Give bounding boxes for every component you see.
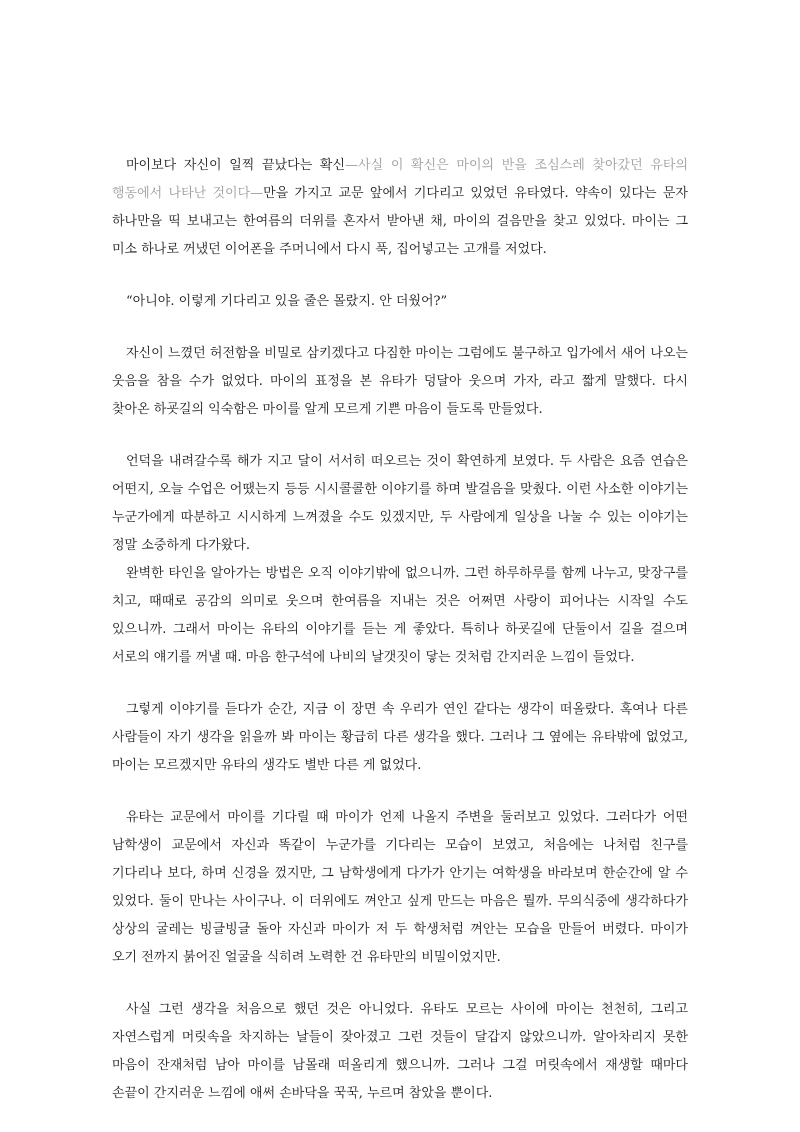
paragraph-1-rest: 만을 가지고 교문 앞에서 기다리고 있었던 유타였다. 약속이 있다는 문자 하나만을 띡 보내고는 한여름의 더위를 혼자서 받아낸 채, 마이의 걸음만을 찾고 있었다. 마이는 그 미소 하나로 꺼냈던 이어폰을 주머니에서 다시 푹, 집어넣고는 고개를 저었다. xyxy=(112,186,688,257)
paragraph-spacer xyxy=(112,316,688,340)
document-page xyxy=(112,152,688,1108)
paragraph-3: 자신이 느꼈던 허전함을 비밀로 삼키겠다고 다짐한 마이는 그럼에도 불구하고 입가에서 새어 나오는 웃음을 참을 수가 없었다. 마이의 표정을 본 유타가 덩달아 웃으며 가자, 라고 짧게 말했다. 다시 찾아온 하굣길의 익숙함은 마이를 알게 모르게 기쁜 마음이 들도록 만들었다. xyxy=(112,346,688,417)
paragraph-1-aside: —사실 이 확신은 마이의 반을 조심스레 찾아갔던 유타의 행동에서 나타난 것이다— xyxy=(112,158,688,201)
paragraph-spacer xyxy=(112,672,688,696)
paragraph-8: 사실 그런 생각을 처음으로 했던 것은 아니었다. 유타도 모르는 사이에 마이는 천천히, 그리고 자연스럽게 머릿속을 차지하는 날들이 잦아졌고 그런 것들이 달갑지 않았으니까. 알아차리지 못한 마음이 잔재처럼 남아 마이를 남몰래 떠올리게 했으니까. 그러나 그걸 머릿속에서 재생할 때마다 손끝이 간지러운 느낌에 애써 손바닥을 꾹꾹, 누르며 참았을 뿐이다. xyxy=(112,1002,688,1101)
paragraph-6: 그렇게 이야기를 듣다가 순간, 지금 이 장면 속 우리가 연인 같다는 생각이 떠올랐다. 혹여나 다른 사람들이 자기 생각을 읽을까 봐 마이는 황급히 다른 생각을 했다. 그러나 그 옆에는 유타밖에 없었고, 마이는 모르겠지만 유타의 생각도 별반 다른 게 없었다. xyxy=(112,702,688,773)
paragraph-spacer xyxy=(112,780,688,804)
paragraph-spacer xyxy=(112,264,688,288)
paragraph-5: 완벽한 타인을 알아가는 방법은 오직 이야기밖에 없으니까. 그런 하루하루를 함께 나누고, 맞장구를 치고, 때때로 공감의 의미로 웃으며 한여름을 지내는 것은 어쩌면 사랑이 피어나는 시작일 수도 있으니까. 그래서 마이는 유타의 이야기를 듣는 게 좋았다. 특히나 하굣길에 단둘이서 길을 걸으며 서로의 얘기를 꺼낼 때. 마음 한구석에 나비의 날갯짓이 닿는 것처럼 간지러운 느낌이 들었다. xyxy=(112,566,688,665)
paragraph-1 xyxy=(112,152,688,264)
paragraph-7: 유타는 교문에서 마이를 기다릴 때 마이가 언제 나올지 주변을 둘러보고 있었다. 그러다가 어떤 남학생이 교문에서 자신과 똑같이 누군가를 기다리는 모습이 보였고, 처음에는 나처럼 친구를 기다리나 보다, 하며 신경을 껐지만, 그 남학생에게 다가가 안기는 여학생을 바라보며 한순간에 알 수 있었다. 둘이 만나는 사이구나. 이 더위에도 껴안고 싶게 만드는 마음은 뭘까. 무의식중에 생각하다가 상상의 굴레는 빙글빙글 돌아 자신과 마이가 저 두 학생처럼 껴안는 모습을 만들어 버렸다. 마이가 오기 전까지 붉어진 얼굴을 식히려 노력한 건 유타만의 비밀이었지만. xyxy=(112,810,688,965)
dialogue-line: “아니야. 이렇게 기다리고 있을 줄은 몰랐지. 안 더웠어?” xyxy=(126,294,448,309)
paragraph-spacer xyxy=(112,972,688,996)
paragraph-4: 언덕을 내려갈수록 해가 지고 달이 서서히 떠오르는 것이 확연하게 보였다. 두 사람은 요즘 연습은 어떤지, 오늘 수업은 어땠는지 등등 시시콜콜한 이야기를 하며 발걸음을 맞췄다. 이런 사소한 이야기는 누군가에게 따분하고 시시하게 느껴졌을 수도 있겠지만, 두 사람에게 일상을 나눌 수 있는 이야기는 정말 소중하게 다가왔다. xyxy=(112,454,688,553)
paragraph-1-lead: 마이보다 자신이 일찍 끝났다는 확신 xyxy=(126,158,346,173)
paragraph-spacer xyxy=(112,424,688,448)
